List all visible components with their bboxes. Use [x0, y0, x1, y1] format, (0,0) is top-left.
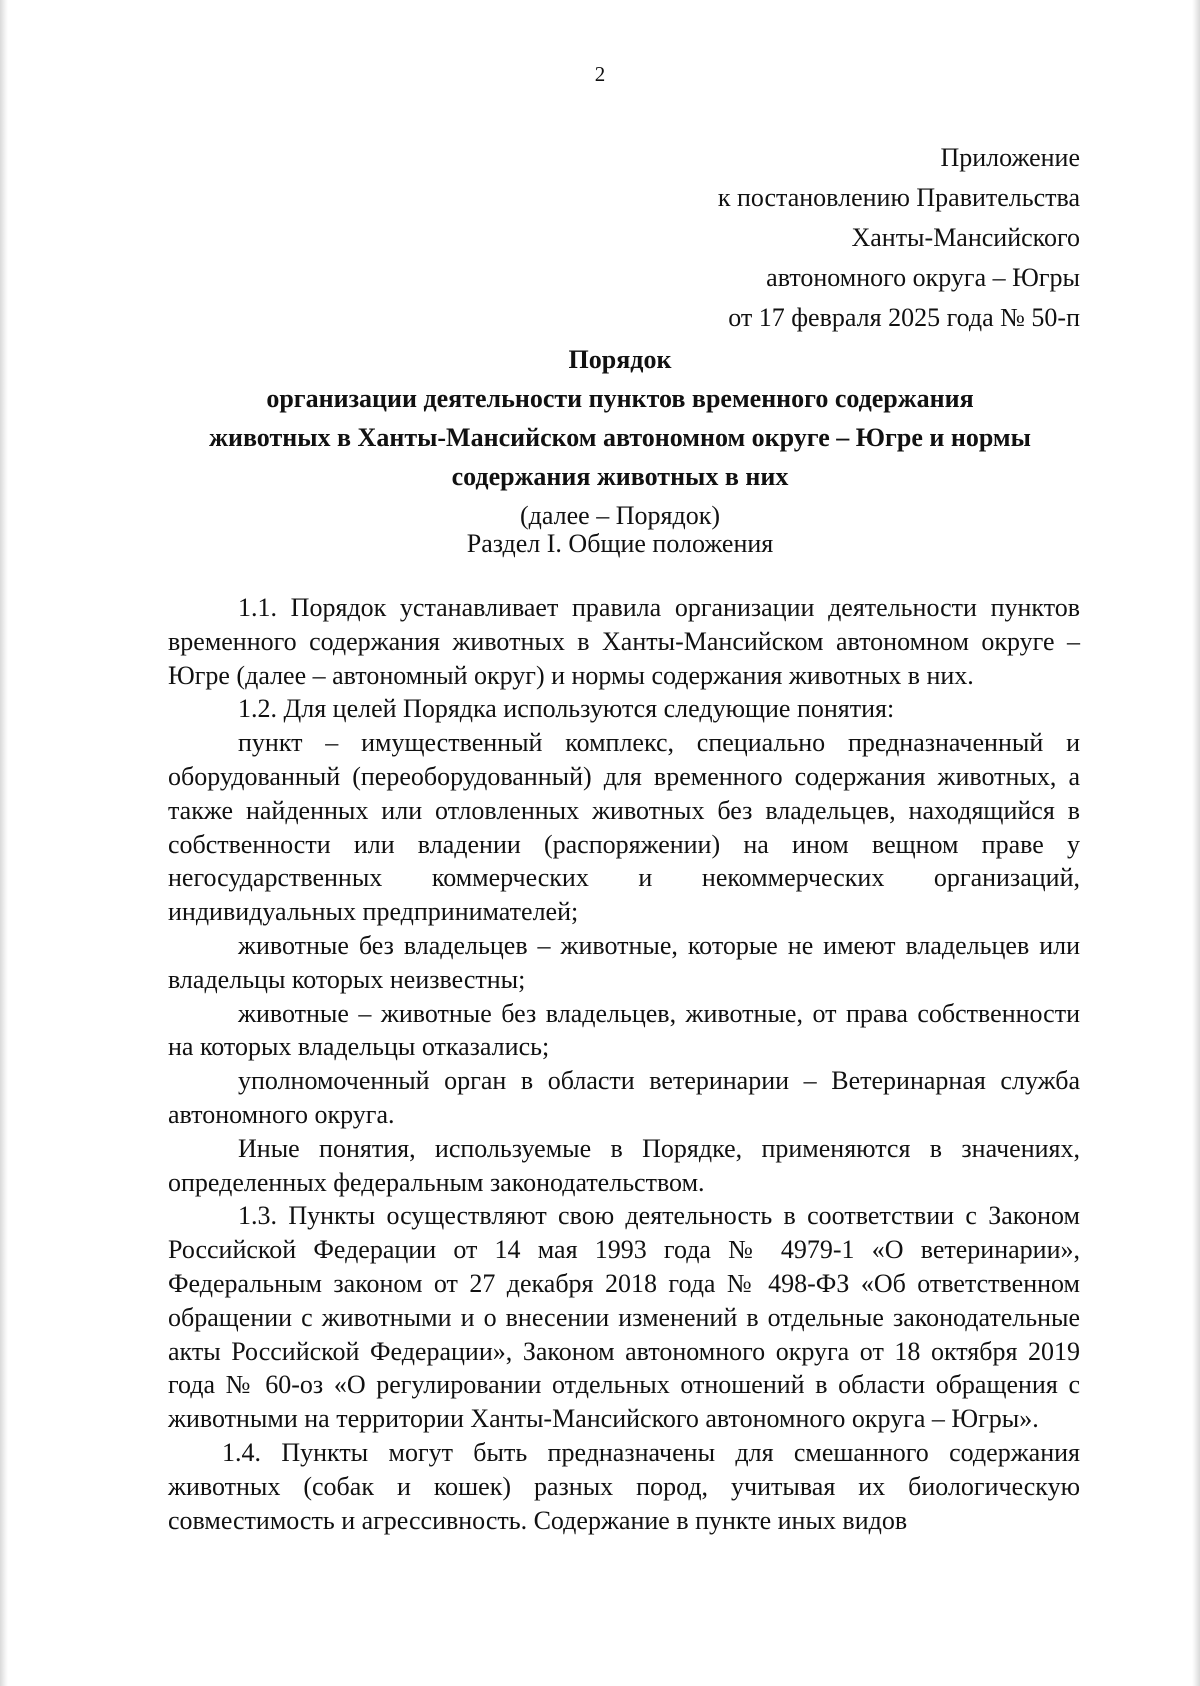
document-body [168, 591, 1080, 1537]
paragraph-1-3: 1.3. Пункты осуществляют свою деятельность в соответствии с Законом Российской Федерации от 14 мая 1993 года № 4979-1 «О ветеринарии», Федеральным законом от 27 декабря 2018 года № 498-ФЗ «Об ответственном обращении с животными и о внесении изменений в отдельные законодательные акты Российской Федерации», Законом автономного округа от 18 октября 2019 года № 60-оз «О регулировании отдельных отношений в области обращения с животными на территории Ханты-Мансийского автономного округа – Югры». [168, 1201, 1080, 1434]
document-title [160, 340, 1080, 535]
definition-authority: уполномоченный орган в области ветеринарии – Ветеринарная служба автономного округа. [168, 1066, 1080, 1129]
paragraph-1-2: 1.2. Для целей Порядка используются следующие понятия: [238, 694, 895, 724]
approval-line: автономного округа – Югры [766, 263, 1080, 292]
title-line: Порядок [568, 345, 672, 374]
paragraph-1-1: 1.1. Порядок устанавливает правила организации деятельности пунктов временного содержания животных в Ханты-Мансийском автономном округе – Югре (далее – автономный округ) и нормы содержания животных в них. [168, 593, 1080, 690]
approval-line: Ханты-Мансийского [851, 223, 1080, 252]
page-number: 2 [594, 62, 606, 86]
definition-stray-animals: животные без владельцев – животные, которые не имеют владельцев или владельцы которых неизвестны; [168, 930, 1080, 994]
section-heading: Раздел I. Общие положения [466, 529, 774, 558]
approval-line: Приложение [940, 143, 1080, 172]
title-subtitle: (далее – Порядок) [520, 501, 720, 530]
approval-block [718, 138, 1080, 338]
definition-punkt: пункт – имущественный комплекс, специально предназначенный и оборудованный (переоборудованный) для временного содержания животных, а также найденных или отловленных животных без владельцев, находящийся в собственности или владении (распоряжении) на ином вещном праве у негосударственных коммерческих и некоммерческих организаций, индивидуальных предпринимателей; [168, 728, 1080, 927]
scan-edge-left [0, 0, 8, 1686]
paragraph-other-terms: Иные понятия, используемые в Порядке, применяются в значениях, определенных федеральным законодательством. [168, 1133, 1080, 1197]
title-line: содержания животных в них [451, 462, 789, 491]
definition-animals: животные – животные без владельцев, животные, от права собственности на которых владельцы отказались; [168, 998, 1080, 1062]
paragraph-1-4: 1.4. Пункты могут быть предназначены для смешанного содержания животных (собак и кошек) разных пород, учитывая их биологическую совместимость и агрессивность. Содержание в пункте иных видов [168, 1437, 1080, 1535]
title-line: животных в Ханты-Мансийском автономном округе – Югре и нормы [209, 423, 1031, 452]
approval-line: к постановлению Правительства [717, 183, 1080, 212]
title-line: организации деятельности пунктов временного содержания [266, 384, 974, 413]
approval-line: от 17 февраля 2025 года № 50-п [728, 303, 1080, 332]
scan-edge-right [1192, 0, 1200, 1686]
